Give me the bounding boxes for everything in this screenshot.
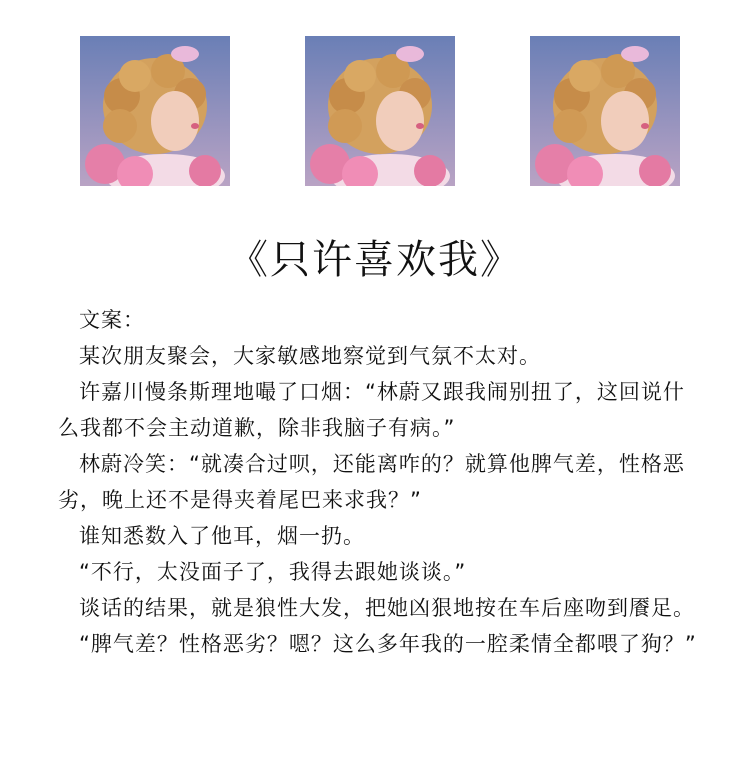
book-title: 《只许喜欢我》 <box>228 237 522 283</box>
synopsis-paragraph: 林蔚冷笑：“就凑合过呗，还能离咋的？就算他脾气差，性格恶劣，晚上还不是得夹着尾巴来求我？” <box>58 452 685 512</box>
synopsis-heading: 文案： <box>79 308 145 332</box>
avatar-image-3 <box>530 36 680 186</box>
avatar-image-1 <box>80 36 230 186</box>
synopsis-paragraph: 某次朋友聚会，大家敏感地察觉到气氛不太对。 <box>79 344 541 368</box>
synopsis-paragraph: 谈话的结果，就是狼性大发，把她凶狠地按在车后座吻到餍足。 <box>79 596 695 620</box>
synopsis-paragraph: 许嘉川慢条斯理地嘬了口烟：“林蔚又跟我闹别扭了，这回说什么我都不会主动道歉，除非我脑子有病。” <box>58 380 685 440</box>
avatar-image-2 <box>305 36 455 186</box>
avatar-row <box>0 36 750 186</box>
synopsis-paragraph: “不行，太没面子了，我得去跟她谈谈。” <box>79 560 467 584</box>
synopsis-text <box>58 302 698 662</box>
synopsis-paragraph: 谁知悉数入了他耳，烟一扔。 <box>79 524 365 548</box>
synopsis-paragraph: “脾气差？性格恶劣？嗯？这么多年我的一腔柔情全都喂了狗？” <box>79 632 697 656</box>
